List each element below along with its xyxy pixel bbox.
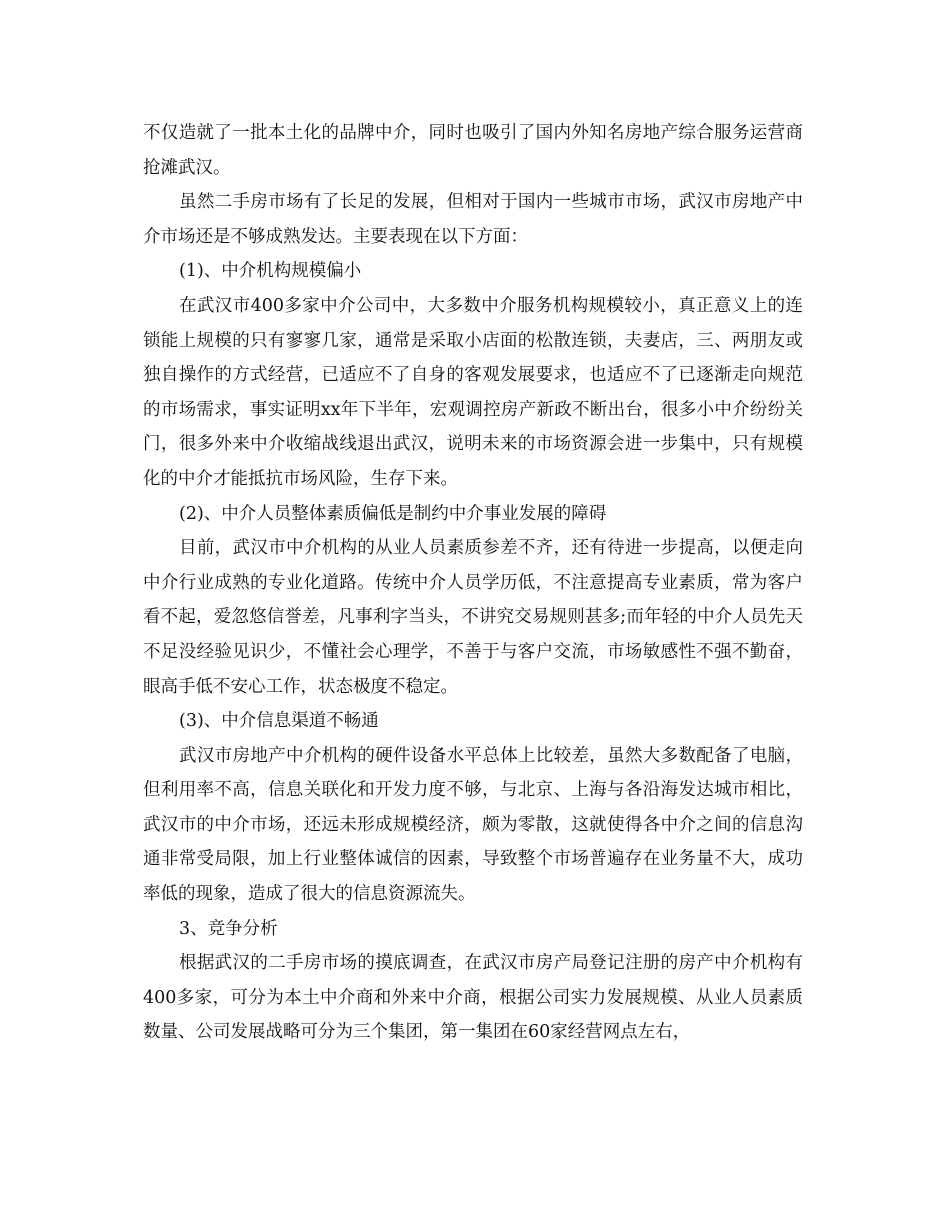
paragraph-continuation: 不仅造就了一批本土化的品牌中介，同时也吸引了国内外知名房地产综合服务运营商抢滩武汉。 (143, 123, 803, 178)
document-body (143, 116, 803, 1050)
heading-small-scale: (1)、中介机构规模偏小 (179, 261, 362, 282)
paragraph-competition-analysis: 根据武汉的二手房市场的摸底调查，在武汉市房产局登记注册的房产中介机构有400多家，可分为本土中介商和外来中介商，根据公司实力发展规模、从业人员素质数量、公司发展战略可分为三个集团，第一集团在60家经营网点左右， (143, 953, 803, 1043)
paragraph-market-overview: 虽然二手房市场有了长足的发展，但相对于国内一些城市市场，武汉市房地产中介市场还是不够成熟发达。主要表现在以下方面： (143, 192, 803, 247)
heading-competition-analysis: 3、竞争分析 (179, 918, 278, 939)
paragraph-staff-quality: 目前，武汉市中介机构的从业人员素质参差不齐，还有待进一步提高，以便走向中介行业成熟的专业化道路。传统中介人员学历低，不注意提高专业素质，常为客户看不起，爱忽悠信誉差，凡事利字当头，不讲究交易规则甚多;而年轻的中介人员先天不足没经验见识少，不懂社会心理学，不善于与客户交流，市场敏感性不强不勤奋，眼高手低不安心工作，状态极度不稳定。 (143, 538, 803, 697)
heading-staff-quality: (2)、中介人员整体素质偏低是制约中介事业发展的障碍 (179, 503, 607, 524)
heading-info-channels: (3)、中介信息渠道不畅通 (179, 711, 379, 732)
paragraph-info-channels: 武汉市房地产中介机构的硬件设备水平总体上比较差，虽然大多数配备了电脑，但利用率不高，信息关联化和开发力度不够，与北京、上海与各沿海发达城市相比，武汉市的中介市场，还远未形成规模经济，颇为零散，这就使得各中介之间的信息沟通非常受局限，加上行业整体诚信的因素，导致整个市场普遍存在业务量不大，成功率低的现象，造成了很大的信息资源流失。 (143, 745, 803, 905)
paragraph-small-scale: 在武汉市400多家中介公司中，大多数中介服务机构规模较小，真正意义上的连锁能上规模的只有寥寥几家，通常是采取小店面的松散连锁，夫妻店，三、两朋友或独自操作的方式经营，已适应不了自身的客观发展要求，也适应不了已逐渐走向规范的市场需求，事实证明xx年下半年，宏观调控房产新政不断出台，很多小中介纷纷关门，很多外来中介收缩战线退出武汉，说明未来的市场资源会进一步集中，只有规模化的中介才能抵抗市场风险，生存下来。 (143, 295, 803, 489)
